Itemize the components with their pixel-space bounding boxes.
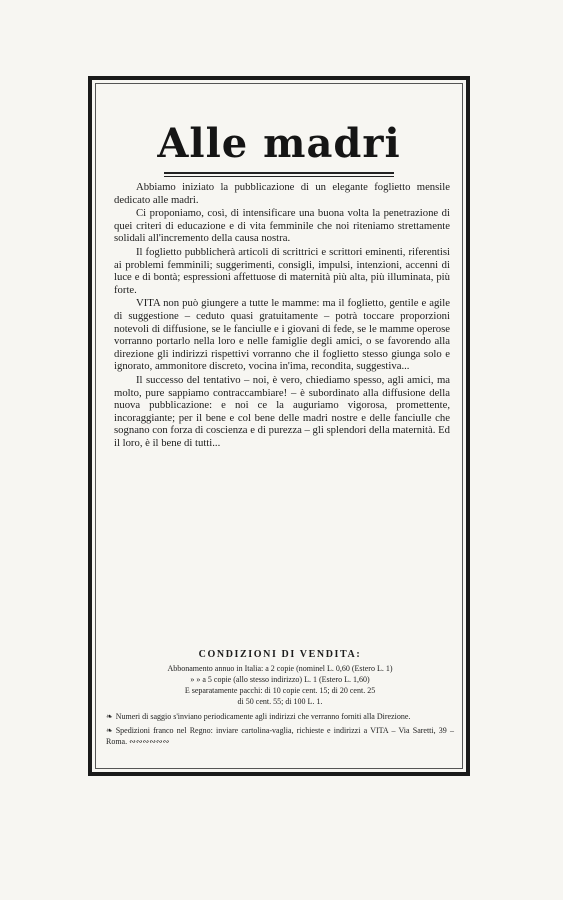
article-body bbox=[114, 181, 450, 449]
note-text: Spedizioni franco nel Regno: inviare cartolina-vaglia, richieste e indirizzi a VITA – Via Saretti, 39 – Roma. bbox=[106, 726, 454, 747]
fleuron-icon: ❧ bbox=[106, 726, 113, 736]
conditions-heading: CONDIZIONI DI VENDITA: bbox=[198, 649, 362, 660]
title-underline-thin bbox=[164, 176, 394, 177]
paragraph: VITA non può giungere a tutte le mamme: ma il foglietto, gentile e agile di suggestione – ceduto quasi gratuitamente – potrà toccare proporzioni notevoli di diffusione, se le fanciulle e i giovani di fede, se le mamme operose vorranno portarlo nella loro e nelle famiglie degli amici, o se favorendo alla direzione gli indirizzi rispettivi vorranno che il foglietto stesso giunga solo e ignorato, ammonitore discreto, vocina in'ima, recondita, suggestiva... bbox=[114, 297, 450, 373]
note-shipping bbox=[106, 726, 454, 748]
sales-conditions bbox=[106, 650, 454, 748]
note-text: Numeri di saggio s'inviano periodicamente agli indirizzi che verranno forniti alla Direzione. bbox=[115, 711, 411, 721]
fleuron-icon: ❧ bbox=[106, 711, 113, 721]
page-frame bbox=[88, 76, 470, 776]
title-underline bbox=[164, 172, 394, 174]
page-title: Alle madri bbox=[157, 120, 401, 167]
condition-line: » » a 5 copie (allo stesso indirizzo) L. 1 (Estero L. 1,60) bbox=[190, 674, 370, 684]
paragraph: Ci proponiamo, così, di intensificare una buona volta la penetrazione di quei criteri di educazione e di vita femminile che noi riteniamo strettamente solidali all'incremento della causa nostra. bbox=[114, 207, 450, 245]
ornament-border: ∾∾∾∾∾∾ bbox=[129, 737, 170, 747]
paragraph: Il successo del tentativo – noi, è vero, chiediamo spesso, agli amici, ma molto, pure sappiamo contraccambiare! – è subordinato alla diffusione della nuova pubblicazione: e noi ce la auguriamo vigorosa, promettente, incoraggiante; per il bene e col bene delle madri nostre e delle fanciulle che sognano con forza di coscienza e di purezza – gli splendori della maternità. Ed il loro, è il bene di tutti... bbox=[114, 373, 450, 449]
paragraph: Abbiamo iniziato la pubblicazione di un elegante foglietto mensile dedicato alle madri. bbox=[114, 181, 450, 206]
condition-line: di 50 cent. 55; di 100 L. 1. bbox=[237, 696, 323, 706]
note-sample-issues bbox=[106, 712, 454, 723]
condition-line: Abbonamento annuo in Italia: a 2 copie (nominel L. 0,60 (Estero L. 1) bbox=[167, 663, 393, 673]
paragraph: Il foglietto pubblicherà articoli di scrittrici e scrittori eminenti, riferentisi ai problemi femminili; suggerimenti, consigli, impulsi, intenzioni, accenni di luce e di bontà; espressioni affettuose di maternità più alta, più illuminata, più forte. bbox=[114, 245, 450, 296]
condition-line: E separatamente pacchi: di 10 copie cent. 15; di 20 cent. 25 bbox=[184, 685, 376, 695]
